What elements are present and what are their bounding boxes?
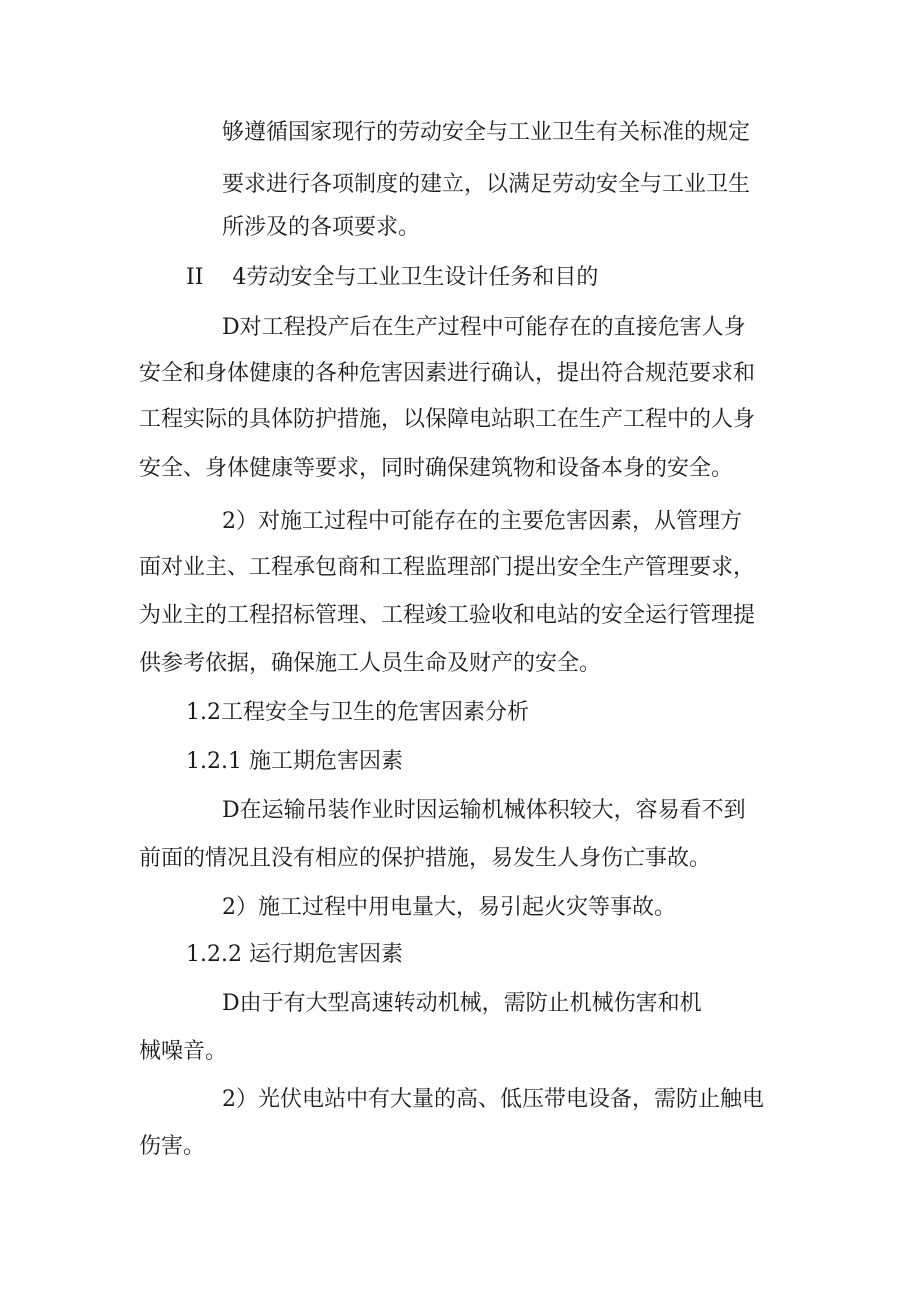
- text-line-15: D在运输吊装作业时因运输机械体积较大，容易看不到: [222, 798, 746, 823]
- text-line-20: 械噪音。: [139, 1039, 228, 1064]
- text-line-12: 供参考依据，确保施工人员生命及财产的安全。: [139, 651, 602, 676]
- text-line-22: 伤害。: [139, 1134, 206, 1159]
- text-line-21: 2）光伏电站中有大量的高、低压带电设备，需防止触电: [222, 1087, 764, 1112]
- text-line-11: 为业主的工程招标管理、工程竣工验收和电站的安全运行管理提: [139, 603, 756, 628]
- text-line-1: 够遵循国家现行的劳动安全与工业卫生有关标准的规定: [222, 120, 751, 145]
- text-line-6: 安全和身体健康的各种危害因素进行确认，提出符合规范要求和: [139, 361, 756, 386]
- section-heading-1-2-2: 1.2.2 运行期危害因素: [186, 942, 403, 967]
- text-line-17: 2）施工过程中用电量大，易引起火灾等事故。: [222, 895, 676, 920]
- text-line-2: 要求进行各项制度的建立，以满足劳动安全与工业卫生: [222, 172, 751, 197]
- text-line-16: 前面的情况且没有相应的保护措施，易发生人身伤亡事故。: [139, 846, 712, 871]
- section-heading-1-2-1: 1.2.1 施工期危害因素: [186, 749, 403, 774]
- section-heading-1-2: 1.2工程安全与卫生的危害因素分析: [186, 700, 529, 725]
- text-line-3: 所涉及的各项要求。: [222, 215, 421, 240]
- section-heading-1-1-4: II 4劳动安全与工业卫生设计任务和目的: [186, 265, 599, 290]
- text-line-5: D对工程投产后在生产过程中可能存在的直接危害人身: [222, 315, 746, 340]
- text-line-8: 安全、身体健康等要求，同时确保建筑物和设备本身的安全。: [139, 456, 734, 481]
- text-line-7: 工程实际的具体防护措施，以保障电站职工在生产工程中的人身: [139, 407, 756, 432]
- text-line-10: 面对业主、工程承包商和工程监理部门提出安全生产管理要求，: [139, 555, 756, 580]
- text-line-9: 2）对施工过程中可能存在的主要危害因素，从管理方: [222, 509, 742, 534]
- text-line-19: D由于有大型高速转动机械，需防止机械伤害和机: [222, 991, 702, 1016]
